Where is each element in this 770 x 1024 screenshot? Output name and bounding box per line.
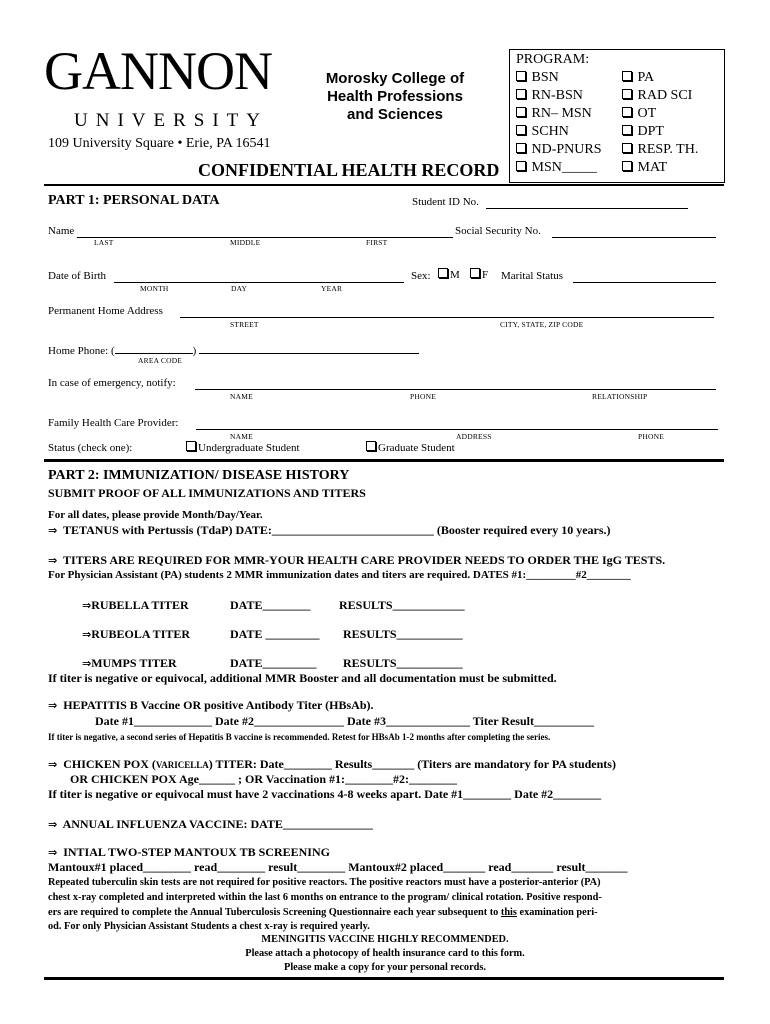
hepb-note: If titer is negative, a second series of Hepatitis B vaccine is recommended. Retest for HBsAb 1-2 months after completing the series. <box>48 732 551 742</box>
status-label: Status (check one): <box>48 442 133 454</box>
titers-heading: ⇒ TITERS ARE REQUIRED FOR MMR-YOUR HEALTH CARE PROVIDER NEEDS TO ORDER THE IgG TESTS. <box>48 553 666 567</box>
checkbox-icon <box>516 89 526 99</box>
form-title: CONFIDENTIAL HEALTH RECORD <box>198 160 500 180</box>
street-caption: STREET <box>230 320 259 329</box>
checkbox-icon <box>516 161 526 171</box>
footer-divider <box>44 977 724 980</box>
college-line-1: Morosky College of <box>325 70 465 87</box>
checkbox-icon <box>622 161 632 171</box>
name-middle-caption: MIDDLE <box>230 238 261 247</box>
checkbox-icon <box>470 268 480 278</box>
arrow-icon: ⇒ <box>48 554 58 567</box>
provider-label: Family Health Care Provider: <box>48 417 179 429</box>
mumps-results[interactable]: RESULTS___________ <box>343 656 463 670</box>
checkbox-icon <box>186 441 196 451</box>
arrow-icon: ⇒ <box>48 818 58 831</box>
header-divider <box>44 184 724 186</box>
chickenpox-or-row[interactable]: OR CHICKEN POX Age______ ; OR Vaccination #1:________#2:________ <box>70 772 457 786</box>
part1-divider <box>44 459 724 462</box>
student-id-label: Student ID No. <box>412 196 479 208</box>
hepb-heading: ⇒ HEPATITIS B Vaccine OR positive Antibody Titer (HBsAb). <box>48 698 374 712</box>
rubella-results[interactable]: RESULTS____________ <box>339 598 465 612</box>
mumps-date[interactable]: DATE_________ <box>230 656 317 670</box>
dob-year-caption: YEAR <box>321 284 343 293</box>
phone-label: Home Phone: ( ) <box>48 342 419 357</box>
checkbox-icon <box>516 125 526 135</box>
dob-label: Date of Birth <box>48 270 107 282</box>
em-phone-caption: PHONE <box>410 392 437 401</box>
meningitis-note: MENINGITIS VACCINE HIGHLY RECOMMENDED. <box>261 934 509 945</box>
university-address: 109 University Square • Erie, PA 16541 <box>48 136 271 151</box>
ssn-field[interactable] <box>552 225 716 243</box>
program-msn[interactable]: MSN_____ <box>516 160 597 176</box>
checkbox-icon <box>516 71 526 81</box>
checkbox-icon <box>622 89 632 99</box>
pr-address-caption: ADDRESS <box>456 432 492 441</box>
arrow-icon: ⇒ <box>48 846 58 859</box>
chickenpox-negative-row[interactable]: If titer is negative or equivocal must have 2 vaccinations 4-8 weeks apart. Date #1________ Date #2________ <box>48 787 602 801</box>
program-mat[interactable]: MAT <box>622 160 667 176</box>
part2-subtitle: SUBMIT PROOF OF ALL IMMUNIZATIONS AND TITERS <box>48 486 366 500</box>
arrow-icon: ⇒ <box>82 628 92 641</box>
program-bsn[interactable]: BSN <box>516 70 559 86</box>
tb-note-line-3: ers are required to complete the Annual Tuberculosis Screening Questionnaire each year subsequent to this examination peri- <box>48 907 598 918</box>
mmr-booster-note: If titer is negative or equivocal, additional MMR Booster and all documentation must be submitted. <box>48 671 557 685</box>
name-label: Name <box>48 225 75 237</box>
arrow-icon: ⇒ <box>48 758 58 771</box>
checkbox-icon <box>516 107 526 117</box>
chickenpox-row[interactable]: ⇒ CHICKEN POX (VARICELLA) TITER: Date________ Results_______ (Titers are mandatory for PA students) <box>48 757 616 771</box>
rubella-date[interactable]: DATE________ <box>230 598 311 612</box>
logo-subtitle: UNIVERSITY <box>74 110 268 131</box>
sex-f-option[interactable]: F <box>470 268 488 281</box>
tb-note-line-1: Repeated tuberculin skin tests are not required for positive reactors. The positive reactors must have a posterior-anterior (PA) <box>48 877 601 888</box>
checkbox-icon <box>438 268 448 278</box>
name-first-caption: FIRST <box>366 238 388 247</box>
marital-label: Marital Status <box>501 270 564 282</box>
phone-field[interactable] <box>199 342 419 354</box>
rubella-label: ⇒RUBELLA TITER <box>82 598 189 612</box>
em-name-caption: NAME <box>230 392 253 401</box>
all-dates-note: For all dates, please provide Month/Day/Year. <box>48 509 263 521</box>
tetanus-row[interactable]: ⇒ TETANUS with Pertussis (TdaP) DATE:___________________________ (Booster required every 10 years.) <box>48 523 611 537</box>
program-nd-pnurs[interactable]: ND-PNURS <box>516 142 602 158</box>
marital-field[interactable] <box>573 270 716 288</box>
college-line-3: and Sciences <box>347 106 443 123</box>
name-last-caption: LAST <box>94 238 114 247</box>
insurance-note: Please attach a photocopy of health insurance card to this form. <box>245 948 525 959</box>
program-box <box>509 49 725 183</box>
copy-note: Please make a copy for your personal records. <box>284 962 486 973</box>
pa-mmr-row[interactable]: For Physician Assistant (PA) students 2 MMR immunization dates and titers are required. DATES #1:_________#2________ <box>48 569 631 581</box>
rubeola-date[interactable]: DATE _________ <box>230 627 320 641</box>
pr-phone-caption: PHONE <box>638 432 665 441</box>
mumps-label: ⇒MUMPS TITER <box>82 656 177 670</box>
em-relationship-caption: RELATIONSHIP <box>592 392 648 401</box>
address-label: Permanent Home Address <box>48 305 163 317</box>
influenza-row[interactable]: ⇒ ANNUAL INFLUENZA VACCINE: DATE_______________ <box>48 817 373 831</box>
program-rad-sci[interactable]: RAD SCI <box>622 88 692 104</box>
checkbox-icon <box>516 143 526 153</box>
checkbox-icon <box>366 441 376 451</box>
checkbox-icon <box>622 143 632 153</box>
area-code-field[interactable] <box>115 342 193 354</box>
tb-note-line-2: chest x-ray completed and interpreted within the last 6 months on entrance to the program/ clinical rotation. Positive respond- <box>48 892 602 903</box>
mantoux-row[interactable]: Mantoux#1 placed________ read________ result________ Mantoux#2 placed_______ read_______ result_______ <box>48 860 628 874</box>
part1-title: PART 1: PERSONAL DATA <box>48 193 220 208</box>
name-field[interactable] <box>77 225 453 243</box>
program-rn-bsn[interactable]: RN-BSN <box>516 88 583 104</box>
checkbox-icon <box>622 107 632 117</box>
ssn-label: Social Security No. <box>455 225 541 237</box>
program-resp-th[interactable]: RESP. TH. <box>622 142 698 158</box>
rubeola-label: ⇒RUBEOLA TITER <box>82 627 191 641</box>
city-caption: CITY, STATE, ZIP CODE <box>500 320 584 329</box>
dob-day-caption: DAY <box>231 284 248 293</box>
arrow-icon: ⇒ <box>82 657 92 670</box>
student-id-field[interactable] <box>486 196 688 214</box>
status-grad[interactable]: Graduate Student <box>366 441 455 454</box>
sex-label: Sex: <box>411 270 431 282</box>
sex-m-option[interactable]: M <box>438 268 460 281</box>
pr-name-caption: NAME <box>230 432 253 441</box>
program-heading: PROGRAM: <box>516 52 590 67</box>
arrow-icon: ⇒ <box>48 699 58 712</box>
tb-note-line-4: od. For only Physician Assistant Students a chest x-ray is required yearly. <box>48 921 370 932</box>
dob-month-caption: MONTH <box>140 284 169 293</box>
checkbox-icon <box>622 71 632 81</box>
arrow-icon: ⇒ <box>48 524 58 537</box>
program-dpt[interactable]: DPT <box>622 124 664 140</box>
address-field[interactable] <box>180 305 714 323</box>
program-ot[interactable]: OT <box>622 106 656 122</box>
logo-wordmark: GANNON <box>44 41 272 101</box>
arrow-icon: ⇒ <box>82 599 92 612</box>
rubeola-results[interactable]: RESULTS___________ <box>343 627 463 641</box>
program-pa[interactable]: PA <box>622 70 654 86</box>
emergency-label: In case of emergency, notify: <box>48 377 176 389</box>
tb-heading: ⇒ INTIAL TWO-STEP MANTOUX TB SCREENING <box>48 845 330 859</box>
area-code-caption: AREA CODE <box>138 356 183 365</box>
checkbox-icon <box>622 125 632 135</box>
program-schn[interactable]: SCHN <box>516 124 569 140</box>
college-line-2: Health Professions <box>327 88 463 105</box>
part2-title: PART 2: IMMUNIZATION/ DISEASE HISTORY <box>48 468 350 483</box>
hepb-dates-row[interactable]: Date #1_____________ Date #2_______________ Date #3______________ Titer Result__________ <box>95 714 594 728</box>
program-rn-msn[interactable]: RN– MSN <box>516 106 592 122</box>
status-undergrad[interactable]: Undergraduate Student <box>186 441 300 454</box>
